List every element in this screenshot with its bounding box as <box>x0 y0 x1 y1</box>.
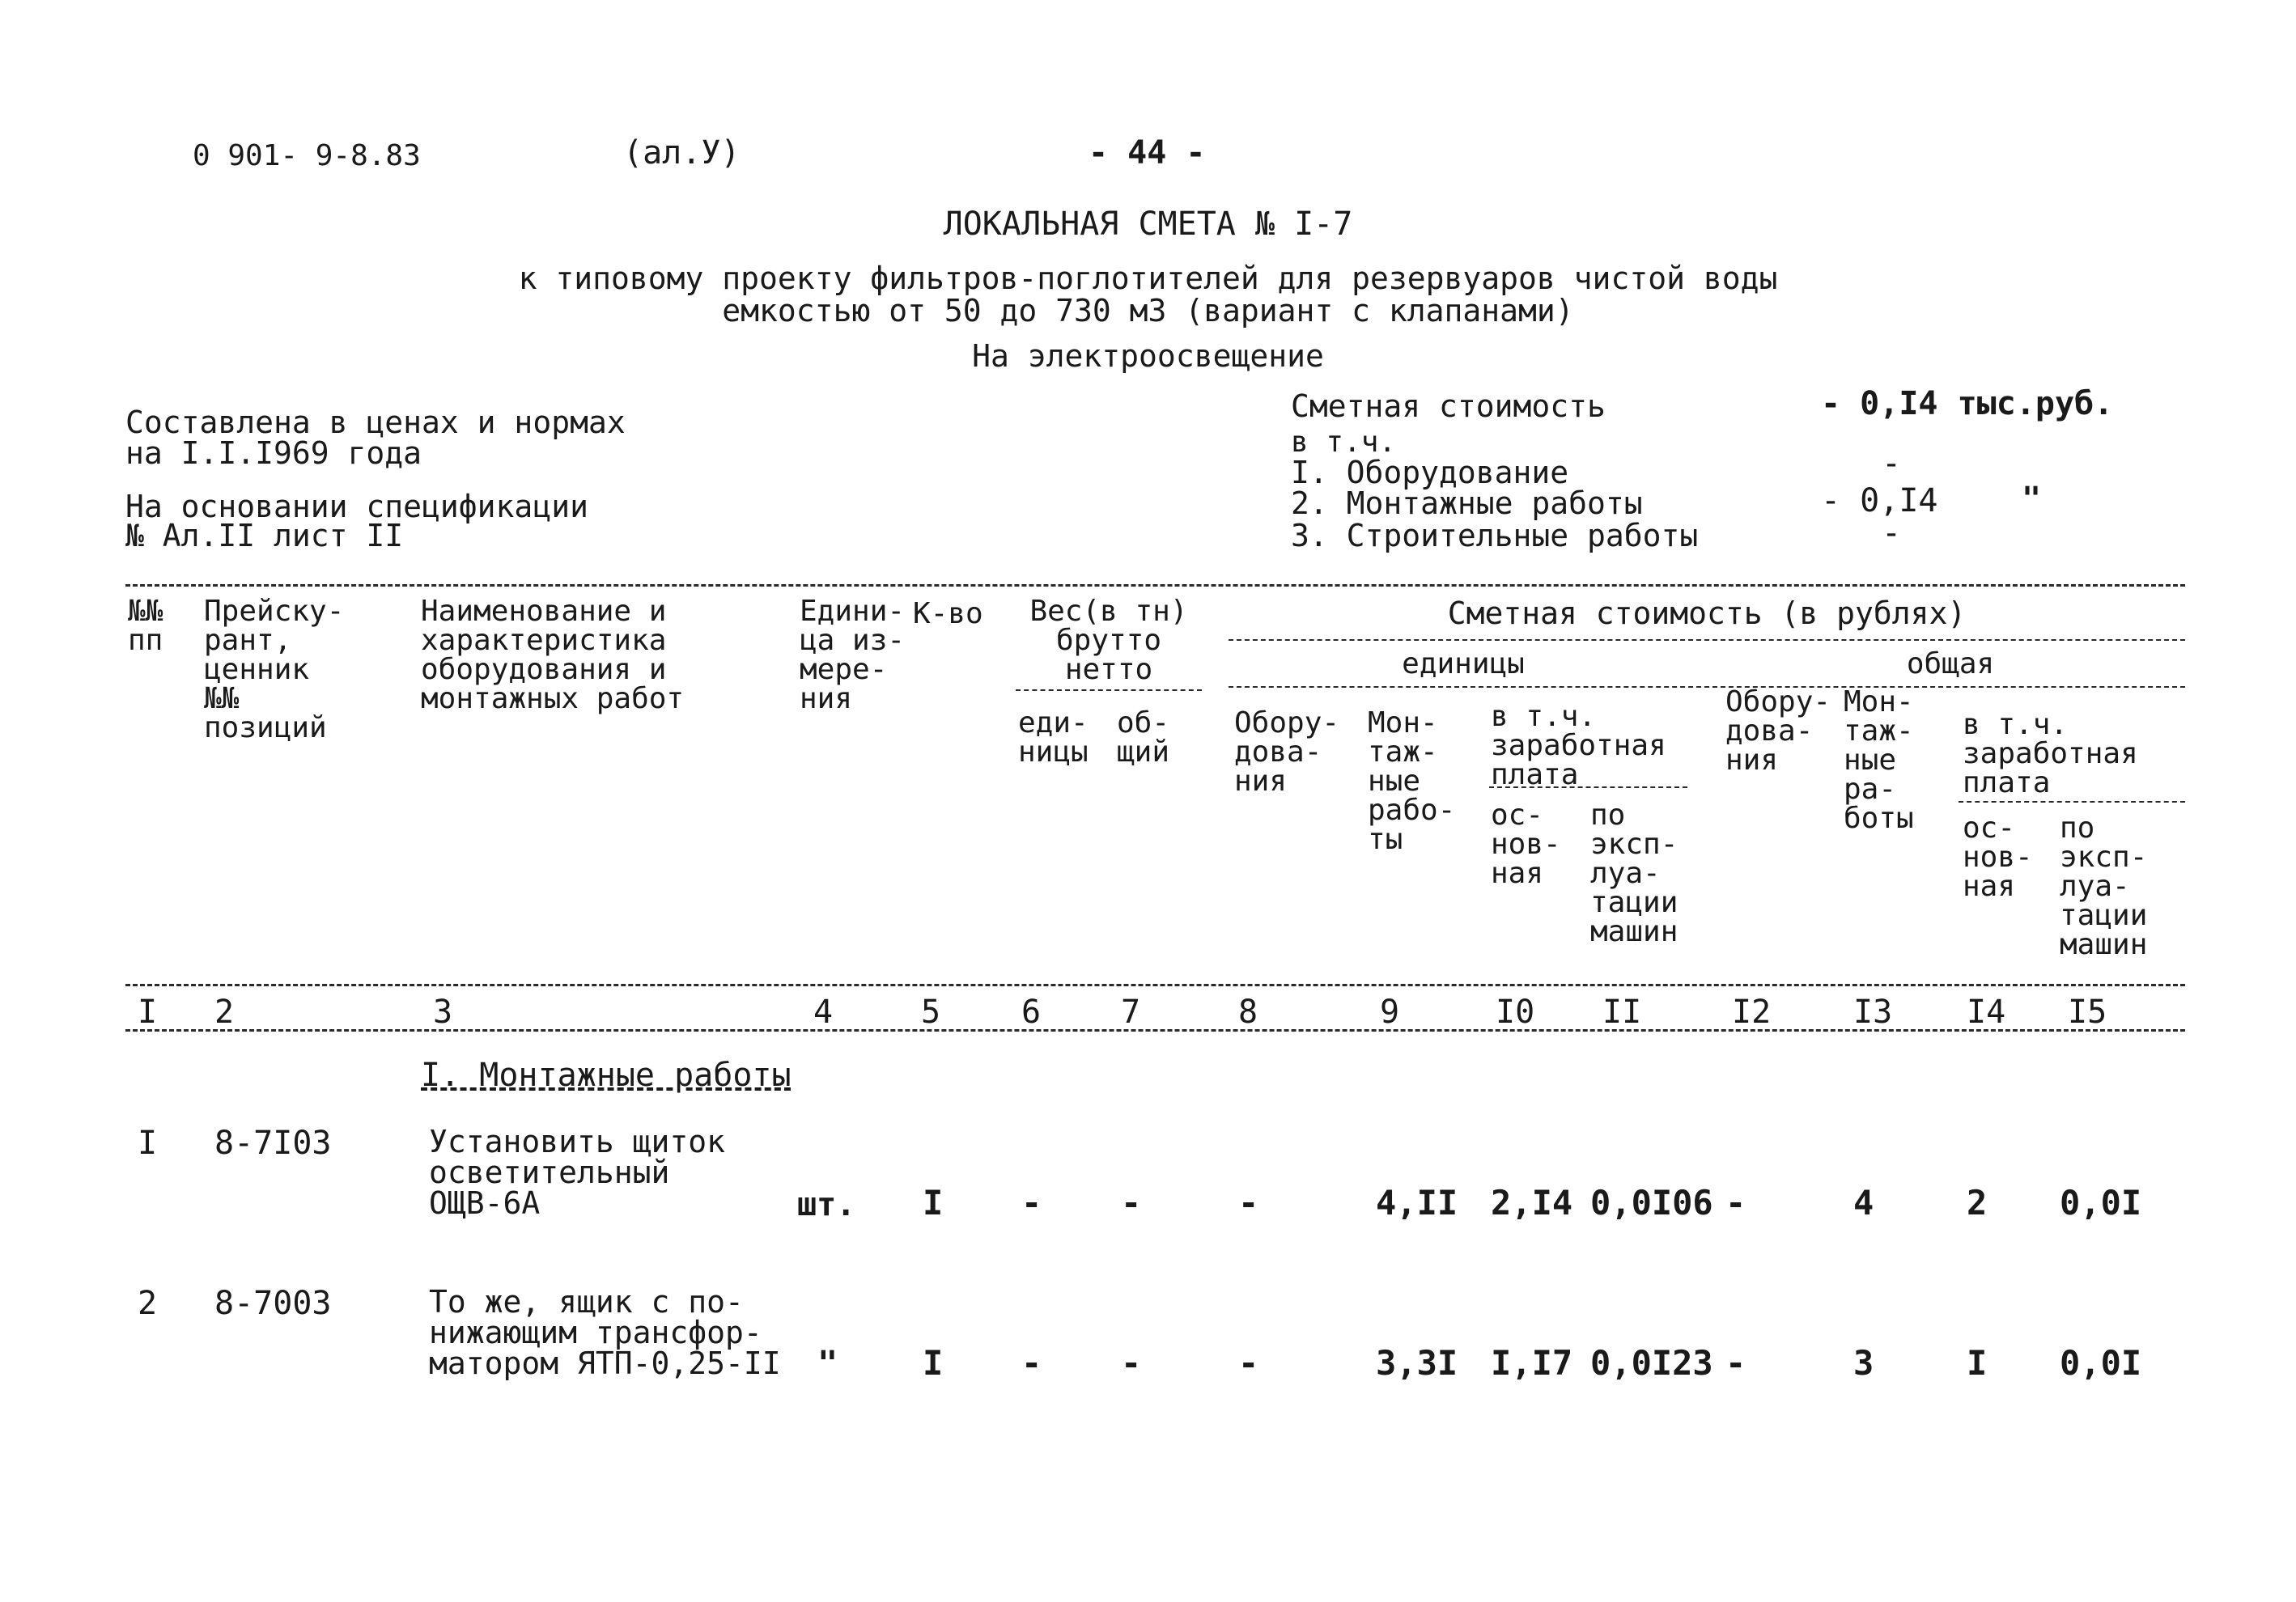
col-header-equipment-total: Обору- дова- ния <box>1725 685 1831 777</box>
row-weight-unit: - <box>1021 1343 1042 1383</box>
column-number: I4 <box>1967 994 2006 1031</box>
col-header-wage-incl-total: в т.ч. заработная плата <box>1963 708 2138 799</box>
subtitle-line-3: На электроосвещение <box>972 338 1324 374</box>
col-header-weight-unit: еди- ницы <box>1018 706 1089 769</box>
col-header-unit: Едини- ца из- мере- ния <box>800 595 906 715</box>
column-number: 3 <box>433 994 453 1031</box>
wage-total-sub-rule <box>1959 801 2185 803</box>
prices-basis-line-2: на I.I.I969 года <box>125 435 422 471</box>
col-header-wage-basic: ос- нов- ная <box>1491 799 1561 890</box>
row-wage-machine: 0,0I23 <box>1590 1343 1713 1383</box>
col-header-number: №№ пп <box>128 595 163 657</box>
column-number: 6 <box>1021 994 1042 1031</box>
row-wage-total: 2 <box>1967 1183 1988 1223</box>
row-pricelist-code: 8-7003 <box>214 1285 332 1322</box>
row-equipment-cost: - <box>1238 1183 1259 1223</box>
ditto-mark: " <box>2022 481 2042 518</box>
page-number: - 44 - <box>1089 134 1206 172</box>
album-label: (ал.У) <box>623 134 741 172</box>
col-header-quantity: К-во <box>913 597 983 630</box>
table-top-rule <box>125 584 2185 587</box>
col-header-estimated-cost: Сметная стоимость (в рублях) <box>1447 595 1967 631</box>
spec-basis-line-2: № Ал.II лист II <box>125 518 404 553</box>
estimated-cost-value: - 0,I4 тыс.руб. <box>1821 385 2114 422</box>
column-number: I3 <box>1853 994 1893 1031</box>
estimated-cost-label: Сметная стоимость <box>1291 388 1606 424</box>
unit-total-rule <box>1229 686 2185 688</box>
spec-basis-line-1: На основании спецификации <box>125 489 588 524</box>
prices-basis-line-1: Составлена в ценах и нормах <box>125 405 626 440</box>
row-wage-machine: 0,0I06 <box>1590 1183 1713 1223</box>
subtitle-line-1: к типовому проекту фильтров-поглотителей для резервуаров чистой воды <box>518 261 1778 296</box>
cost-mounting-label: 2. Монтажные работы <box>1291 485 1643 521</box>
column-number: 2 <box>214 994 235 1031</box>
row-work-name: Установить щиток осветительный ОЩВ-6А <box>429 1124 726 1221</box>
column-number: I5 <box>2068 994 2107 1031</box>
row-wage-total: I <box>1967 1343 1988 1383</box>
row-quantity: I <box>923 1343 944 1383</box>
row-unit: шт. <box>797 1186 856 1223</box>
row-mounting-total: 3 <box>1853 1343 1874 1383</box>
row-wage-basic: I,I7 <box>1491 1343 1573 1383</box>
col-header-total: общая <box>1906 647 1995 680</box>
row-number: I <box>138 1125 158 1162</box>
row-equipment-total: - <box>1725 1343 1746 1383</box>
subtitle-line-2: емкостью от 50 до 730 м3 (вариант с клапанами) <box>722 293 1574 328</box>
row-weight-total: - <box>1121 1183 1142 1223</box>
cost-mounting-value: - 0,I4 <box>1821 482 1938 519</box>
column-number: 9 <box>1380 994 1400 1031</box>
col-header-weight: Вес(в тн) брутто нетто <box>1029 595 1188 686</box>
column-number: II <box>1602 994 1642 1031</box>
cost-equipment-value: - <box>1882 445 1902 482</box>
row-unit: " <box>817 1343 838 1383</box>
row-weight-unit: - <box>1021 1183 1042 1223</box>
header-bottom-rule <box>125 984 2185 986</box>
col-header-wage-basic-total: ос- нов- ная <box>1963 812 2033 903</box>
row-equipment-cost: - <box>1238 1343 1259 1383</box>
column-number: I2 <box>1732 994 1772 1031</box>
col-header-mounting-total: Мон- таж- ные ра- боты <box>1844 685 1914 835</box>
col-header-mounting: Мон- таж- ные рабо- ты <box>1368 706 1456 856</box>
row-work-name: То же, ящик с по- нижающим трансфор- матором ЯТП-0,25-II <box>429 1284 781 1381</box>
row-quantity: I <box>923 1183 944 1223</box>
col-header-weight-total: об- щий <box>1117 706 1170 769</box>
row-mounting-total: 4 <box>1853 1183 1874 1223</box>
column-number: 8 <box>1238 994 1258 1031</box>
col-header-wage-machine: по эксп- луа- тации машин <box>1590 799 1678 948</box>
row-mounting-cost: 3,3I <box>1376 1343 1458 1383</box>
col-header-per-unit: единицы <box>1402 647 1525 680</box>
weight-group-rule <box>1016 689 1202 691</box>
row-pricelist-code: 8-7I03 <box>214 1125 332 1162</box>
row-wage-basic: 2,I4 <box>1491 1183 1573 1223</box>
page-title: ЛОКАЛЬНАЯ СМЕТА № I-7 <box>943 206 1353 243</box>
document-code: 0 901- 9-8.83 <box>193 139 421 172</box>
row-number: 2 <box>138 1285 158 1322</box>
cost-equipment-label: I. Оборудование <box>1291 455 1569 490</box>
column-number: 7 <box>1121 994 1141 1031</box>
column-number: 4 <box>813 994 834 1031</box>
col-header-name: Наименование и характеристика оборудования и монтажных работ <box>421 595 685 715</box>
column-number: 5 <box>921 994 941 1031</box>
cost-group-rule <box>1229 639 2185 641</box>
col-header-wage-incl: в т.ч. заработная плата <box>1491 700 1666 791</box>
column-number: I <box>138 994 158 1031</box>
col-header-equipment: Обору- дова- ния <box>1234 706 1340 798</box>
cost-construction-value: - <box>1882 515 1902 552</box>
row-mounting-cost: 4,II <box>1376 1183 1458 1223</box>
col-header-pricelist: Прейску- рант, ценник №№ позиций <box>204 595 345 744</box>
col-header-wage-machine-total: по эксп- луа- тации машин <box>2060 812 2148 961</box>
row-weight-total: - <box>1121 1343 1142 1383</box>
column-number: I0 <box>1496 994 1535 1031</box>
cost-construction-label: 3. Строительные работы <box>1291 518 1699 553</box>
section-title: I. Монтажные работы <box>421 1057 792 1094</box>
row-equipment-total: - <box>1725 1183 1746 1223</box>
row-machine-total: 0,0I <box>2060 1183 2142 1223</box>
cost-incl-label: в т.ч. <box>1291 426 1397 459</box>
row-machine-total: 0,0I <box>2060 1343 2142 1383</box>
